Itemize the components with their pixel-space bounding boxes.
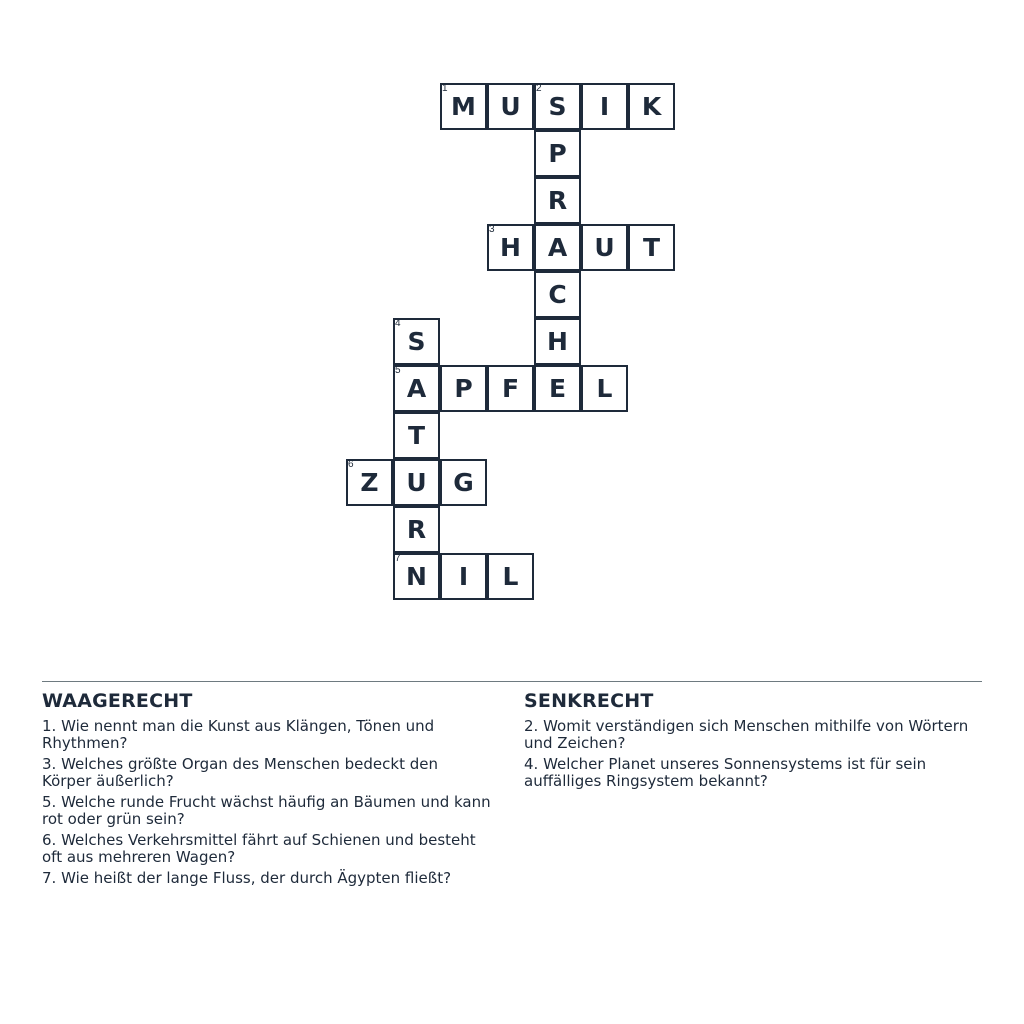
clue-number: 5 (395, 365, 401, 376)
crossword-cell[interactable] (628, 83, 675, 130)
cell-letter: T (407, 421, 426, 450)
crossword-cell[interactable] (581, 83, 628, 130)
crossword-cell[interactable] (534, 177, 581, 224)
cell-letter: Z (360, 468, 379, 497)
across-clue: 1. Wie nennt man die Kunst aus Klängen, Tönen und Rhythmen? (42, 717, 435, 752)
across-clue: 5. Welche runde Frucht wächst häufig an Bäumen und kann rot oder grün sein? (42, 793, 491, 828)
down-clue: 4. Welcher Planet unseres Sonnensystems ist für sein auffälliges Ringsystem bekannt? (524, 755, 927, 790)
down-clue: 2. Womit verständigen sich Menschen mithilfe von Wörtern und Zeichen? (524, 717, 969, 752)
crossword-cell[interactable] (440, 553, 487, 600)
crossword-cell[interactable] (628, 224, 675, 271)
cell-letter: P (454, 374, 473, 403)
cell-letter: K (641, 92, 662, 121)
crossword-cell[interactable] (440, 83, 487, 130)
crossword-cell[interactable] (534, 271, 581, 318)
cell-letter: S (407, 327, 426, 356)
clue-number: 3 (489, 224, 495, 235)
cell-letter: E (548, 374, 567, 403)
down-heading: SENKRECHT (524, 690, 654, 712)
crossword-cell[interactable] (393, 459, 440, 506)
crossword-cell[interactable] (534, 130, 581, 177)
across-clue: 3. Welches größte Organ des Menschen bedeckt den Körper äußerlich? (42, 755, 438, 790)
cell-letter: A (547, 233, 568, 262)
cell-letter: U (406, 468, 427, 497)
crossword-cell[interactable] (534, 318, 581, 365)
cell-letter: M (451, 92, 476, 121)
crossword-cell[interactable] (440, 459, 487, 506)
cell-letter: I (599, 92, 610, 121)
crossword-cell[interactable] (487, 553, 534, 600)
cell-letter: L (502, 562, 519, 591)
across-clue: 7. Wie heißt der lange Fluss, der durch Ägypten fließt? (42, 869, 452, 887)
crossword-cell[interactable] (393, 318, 440, 365)
crossword-cell[interactable] (581, 224, 628, 271)
down-clue-list (524, 718, 974, 789)
crossword-cell[interactable] (393, 412, 440, 459)
cell-letter: A (406, 374, 427, 403)
cell-letter: S (548, 92, 567, 121)
crossword-cell[interactable] (487, 83, 534, 130)
crossword-cell[interactable] (440, 365, 487, 412)
crossword-cell[interactable] (393, 553, 440, 600)
crossword-cell[interactable] (393, 365, 440, 412)
cell-letter: C (548, 280, 567, 309)
clue-number: 1 (442, 83, 448, 94)
clue-number: 2 (536, 83, 542, 94)
crossword-cell[interactable] (534, 365, 581, 412)
crossword-cell[interactable] (487, 365, 534, 412)
clue-number: 4 (395, 318, 401, 329)
crossword-cell[interactable] (581, 365, 628, 412)
cell-letter: H (547, 327, 568, 356)
cell-letter: R (547, 186, 568, 215)
clue-number: 7 (395, 553, 401, 564)
cell-letter: I (458, 562, 469, 591)
crossword-cell[interactable] (534, 224, 581, 271)
cell-letter: H (500, 233, 521, 262)
cell-letter: F (501, 374, 520, 403)
cell-letter: U (594, 233, 615, 262)
cell-letter: G (453, 468, 474, 497)
cell-letter: N (406, 562, 427, 591)
cell-letter: L (596, 374, 613, 403)
crossword-cell[interactable] (534, 83, 581, 130)
across-heading: WAAGERECHT (42, 690, 193, 712)
across-clue-list (42, 718, 492, 887)
cell-letter: U (500, 92, 521, 121)
down-clues-section (524, 690, 974, 794)
crossword-cell[interactable] (487, 224, 534, 271)
cell-letter: T (642, 233, 661, 262)
divider (42, 681, 982, 682)
across-clue: 6. Welches Verkehrsmittel fährt auf Schienen und besteht oft aus mehreren Wagen? (42, 831, 476, 866)
cell-letter: R (406, 515, 427, 544)
crossword-cell[interactable] (346, 459, 393, 506)
crossword-cell[interactable] (393, 506, 440, 553)
clue-number: 6 (348, 459, 354, 470)
cell-letter: P (548, 139, 567, 168)
across-clues-section (42, 690, 492, 892)
